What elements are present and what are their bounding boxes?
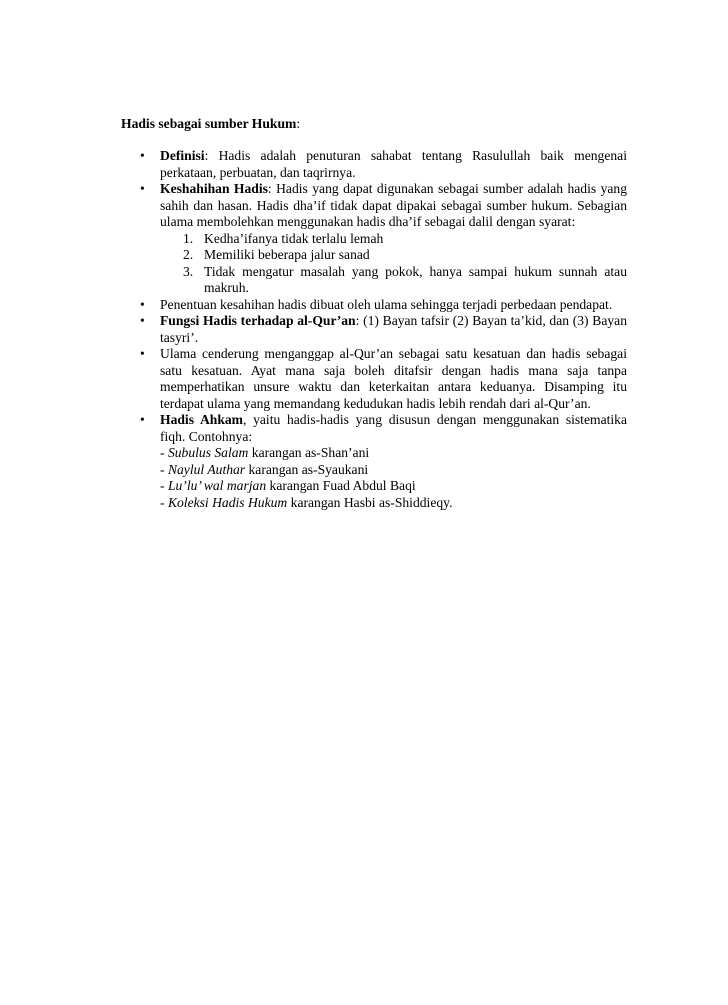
list-item-fungsi-hadis — [140, 313, 628, 346]
bullet-icon: • — [140, 181, 145, 196]
list-item-ulama — [140, 346, 627, 412]
heading-suffix: : — [296, 116, 301, 131]
book-line — [160, 478, 627, 495]
book-author: karangan Fuad Abdul Baqi — [266, 478, 416, 493]
numbered-item — [160, 231, 627, 248]
item-text: Penentuan kesahihan hadis dibuat oleh ulama sehingga terjadi perbedaan pendapat. — [160, 296, 613, 312]
book-author: karangan as-Syaukani — [245, 461, 369, 477]
numbered-item-text: Memiliki beberapa jalur sanad — [204, 247, 370, 262]
item-bold: Definisi — [160, 148, 205, 163]
book-title: Koleksi Hadis Hukum — [167, 494, 288, 510]
item-bold: Hadis Ahkam — [160, 412, 243, 427]
section-heading — [121, 116, 300, 133]
item-number: 1. — [183, 230, 194, 246]
item-bold: Fungsi Hadis terhadap al-Qur’an — [160, 313, 356, 328]
syarat-numbered-list — [160, 231, 627, 297]
list-item-penentuan — [140, 296, 627, 314]
bullet-icon: • — [140, 412, 145, 427]
item-text: : Hadis yang dapat digunakan sebagai sumber adalah hadis yang sahih dan hasan. Hadis dha’if tidak dapat dipakai sebagai sumber hukum. Sebagian ulama membolehkan menggunakan hadis dha’if sebagai dalil dengan syarat: — [160, 181, 627, 229]
item-text: , yaitu hadis-hadis yang disusun dengan menggunakan sistematika fiqh. Contohnya: — [160, 412, 627, 444]
numbered-item-text: Tidak mengatur masalah yang pokok, hanya sampai hukum sunnah atau makruh. — [204, 263, 627, 295]
book-prefix: - — [160, 461, 168, 477]
numbered-item-text: Kedha’ifanya tidak terlalu lemah — [204, 230, 384, 246]
item-text: Ulama cenderung menganggap al-Qur’an sebagai satu kesatuan dan hadis sebagai satu kesatuan. Ayat mana saja boleh ditafsir dengan hadis mana saja tanpa memperhatikan unsure waktu dan keterkaitan antara keduanya. Disamping itu terdapat ulama yang memandang kedudukan hadis lebih rendah dari al-Qur’an. — [160, 346, 627, 411]
book-prefix: - — [160, 445, 168, 460]
item-number: 3. — [183, 263, 194, 279]
book-title: Lu’lu’ wal marjan — [167, 478, 267, 493]
numbered-item — [160, 247, 627, 264]
numbered-item — [160, 264, 627, 297]
bullet-icon: • — [140, 296, 145, 312]
bullet-icon: • — [140, 148, 145, 163]
list-item-definisi — [140, 148, 627, 181]
book-prefix: - — [160, 494, 168, 510]
bullet-icon: • — [140, 313, 145, 328]
bullet-icon: • — [140, 346, 145, 361]
item-bold: Keshahihan Hadis — [160, 181, 268, 196]
book-line — [160, 445, 627, 462]
book-line — [160, 462, 627, 479]
book-prefix: - — [160, 478, 168, 493]
main-bullet-list — [140, 148, 628, 511]
book-title: Naylul Authar — [167, 461, 246, 477]
item-text: : Hadis adalah penuturan sahabat tentang Rasulullah baik mengenai perkataan, perbuatan, dan taqrirnya. — [160, 148, 627, 180]
list-item-keshahihan — [140, 181, 627, 297]
book-author: karangan Hasbi as-Shiddieqy. — [287, 494, 453, 510]
heading-bold: Hadis sebagai sumber Hukum — [121, 116, 297, 131]
book-author: karangan as-Shan’ani — [248, 445, 370, 460]
book-title: Subulus Salam — [167, 445, 249, 460]
item-text: : (1) Bayan tafsir (2) Bayan ta’kid, dan (3) Bayan tasyri’. — [160, 313, 628, 345]
book-line — [160, 495, 627, 512]
item-number: 2. — [183, 247, 194, 262]
list-item-hadis-ahkam — [140, 412, 627, 511]
